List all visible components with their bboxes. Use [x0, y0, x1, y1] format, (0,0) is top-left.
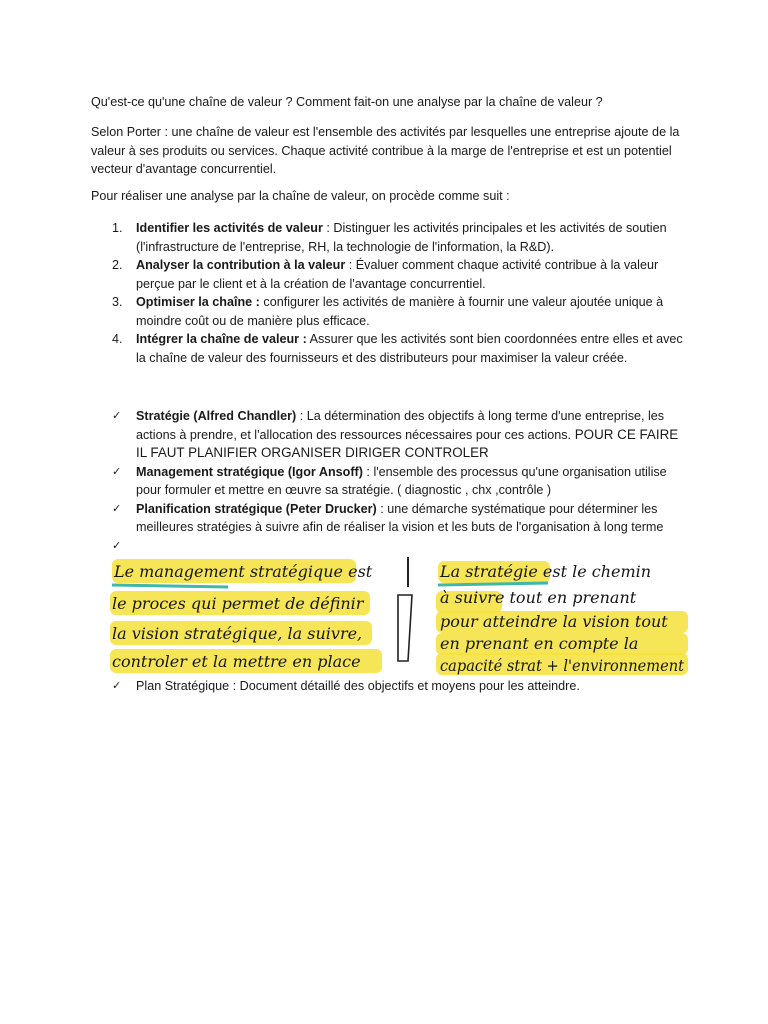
check-text: La détermination des objectifs à long terme d'une entreprise, les actions à prendre, et l'allocation des ressources nécessaires pour ces actions. — [136, 409, 665, 442]
handwritten-line: La stratégie est le chemin — [440, 562, 652, 581]
handwritten-line: pour atteindre la vision tout — [440, 612, 668, 631]
step-title: Analyser la contribution à la valeur — [136, 258, 346, 272]
exclamation-icon — [398, 595, 412, 661]
check-item — [91, 407, 691, 463]
step-text: Assurer que les activités sont bien coordonnées entre elles et avec la chaîne de valeur des fournisseurs et des distributeurs pour maximiser la valeur créée. — [136, 332, 683, 365]
check-text: l'ensemble des processus qu'une organisation utilise pour formuler et mettre en œuvre sa stratégie. ( diagnostic , chx ,contrôle ) — [136, 464, 667, 497]
step-number: 3. — [112, 295, 123, 309]
check-title: Planification stratégique (Peter Drucker) — [136, 501, 377, 516]
handwritten-line: à suivre tout en prenant — [440, 588, 637, 607]
check-separator: : — [376, 501, 388, 516]
underline-mark — [112, 585, 228, 587]
checklist — [91, 407, 691, 555]
check-title: Stratégie (Alfred Chandler) — [136, 409, 297, 423]
step-separator: : — [345, 258, 356, 272]
handwritten-line: en prenant en compte la — [440, 634, 639, 653]
step-separator: : — [322, 221, 334, 235]
check-title: Management stratégique (Igor Ansoff) — [136, 464, 363, 479]
check-extra: POUR CE FAIRE IL FAUT PLANIFIER ORGANISER DIRIGER CONTROLER — [136, 426, 679, 460]
intro-question: Qu'est-ce qu'une chaîne de valeur ? Comment fait-on une analyse par la chaîne de valeur ? — [91, 95, 603, 109]
handwritten-line: controler et la mettre en place — [112, 652, 361, 671]
step-title: Identifier les activités de valeur — [136, 221, 323, 235]
porter-definition: Selon Porter : une chaîne de valeur est l'ensemble des activités par lesquelles une entreprise ajoute de la valeur à ses produits ou services. Chaque activité contribue à la marge de l'entreprise et est un potentiel vecteur d'avantage concurrentiel. — [91, 125, 680, 176]
handwritten-line: Le management stratégique est — [114, 562, 373, 581]
underline-mark — [438, 583, 548, 585]
check-item — [91, 500, 691, 537]
check-separator: : — [296, 409, 307, 423]
checkmark-icon: ✓ — [112, 409, 122, 422]
checkmark-icon: ✓ — [112, 464, 122, 478]
step-title: Intégrer la chaîne de valeur : — [136, 332, 307, 346]
handwritten-line: capacité strat + l'environnement — [440, 656, 685, 675]
checkmark-icon: ✓ — [112, 538, 122, 552]
checkmark-icon: ✓ — [112, 501, 122, 515]
handwritten-line: la vision stratégique, la suivre, — [112, 624, 363, 643]
step-text: configurer les activités de manière à fournir une valeur ajoutée unique à moindre coût ou de manière plus efficace. — [136, 295, 664, 328]
step-number: 4. — [112, 332, 123, 346]
check-separator: : — [362, 464, 374, 479]
check-item — [91, 537, 691, 556]
steps-list — [91, 219, 691, 367]
step-title: Optimiser la chaîne : — [136, 295, 260, 309]
procedure-intro: Pour réaliser une analyse par la chaîne de valeur, on procède comme suit : — [91, 189, 510, 203]
check-item — [91, 463, 691, 500]
handwritten-notes-image — [108, 557, 688, 677]
check-text: Plan Stratégique : Document détaillé des objectifs et moyens pour les atteindre. — [136, 679, 580, 693]
check-text: une démarche systématique pour déterminer les meilleures stratégies à suivre afin de réaliser la vision et les buts de l'organisation à long terme — [136, 501, 664, 534]
step-item — [91, 219, 691, 256]
step-item — [91, 256, 691, 293]
step-text: Distinguer les activités principales et les activités de soutien (l'infrastructure de l'entreprise, RH, la technologie de l'information, la R&D). — [136, 221, 667, 254]
step-text: Évaluer comment chaque activité contribue à la valeur perçue par le client et à la création de l'avantage concurrentiel. — [136, 258, 659, 291]
step-number: 2. — [112, 258, 123, 272]
step-item — [91, 293, 691, 330]
step-item — [91, 330, 691, 367]
step-number: 1. — [112, 221, 123, 235]
checkmark-icon: ✓ — [112, 679, 122, 692]
handwritten-line: le proces qui permet de définir — [112, 594, 364, 613]
